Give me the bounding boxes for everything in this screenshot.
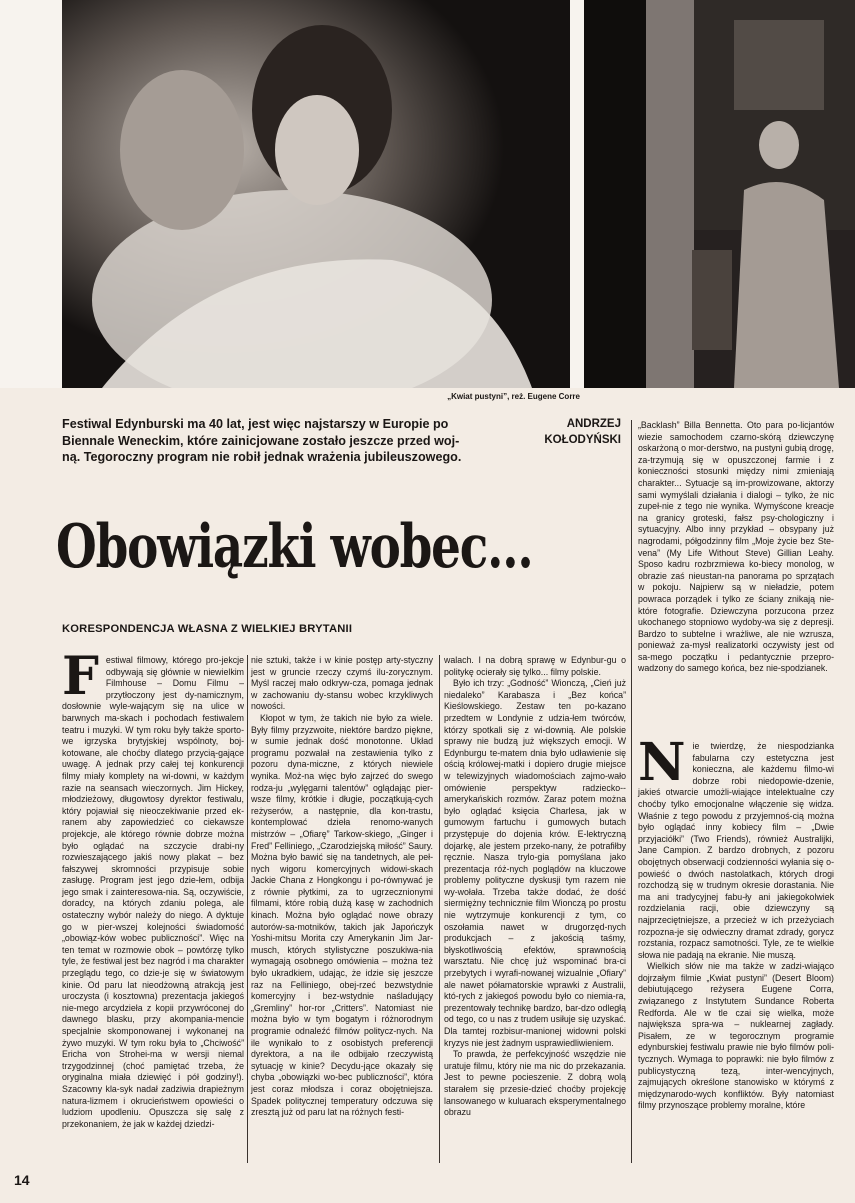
- film-still-photo-left: [62, 0, 570, 388]
- article-column-4-bottom: [638, 732, 834, 1112]
- paragraph: Było ich trzy: „Godność” Wionczą, „Cień już niedaleko” Karabasza i „Bez końca” Kieślowskiego. Zestaw ten po-kazano przedtem w Londynie z udzia-łem twórców, którzy spotkali się z wi-downią. Ale polskie sprawy nie budzą już większych emocji. W Edynburgu te-matem dnia było udławienie się ością królowej-matki i dopiero drugie miejsce w telewizyjnych wiadomościach zajmo-wało omówienie perspektyw radziecko--amerykańskich rozmów. Zaraz potem można było oglądać księcia Charlesa, jak w gumowym fartuchu i gumowych butach przystępuje do dojenia krów. E-lektryczną dojarkę, ale jestem przeko-nany, że potrafiłby ręcznie. Nasza trylo-gia pomyślana jako prezentacja róż-nych poglądów na kluczowe problemy polityczne dyskusji tym razem nie wy-wołała. Trzeba także dodać, że dość siermiężny technicznie film Wionczą po prostu nie wytrzymuje konkurencji z tym, co oszołamia nawet w drugorzęd-nych produkcjach – z jakością taśmy, błyskotliwością efektów, sprawnością warsztatu. Nie chcę już wspominać bra-ci przebytych i wyrafi-nowanej wizualnie „Ofiary” ale nawet półamatorskie wprawki z Australii, któ-rych z jakiegoś powodu było co niemia-ra, prezentowały technikę bardzo, bar-dzo odległą od tego, co u nas z trudem usiłuje się uzyskać. Dla tamtej rozbisur-manionej widowni polski kryzys nie jest żadnym usprawiedliwieniem.: [444, 678, 626, 1048]
- article-title: Obowiązki wobec...: [56, 512, 533, 582]
- article-column-3: [444, 655, 626, 1119]
- paragraph: „Backlash” Billa Bennetta. Oto para po-licjantów wiezie samochodem czarno-skórą dziewczynę oskarżoną o mor-derstwo, na pustyni gubią drogę, za-trzymują się w opuszczonej farmie i z konieczności stosunki między nimi zmieniają charakter... Sytuacje są im-prowizowane, aktorzy sami wymyślali działania i dialogi – tylko, że nic zupeł-nie z tego nie wynika. Wymyścone kreacje na granicy groteski, fałsz psy-chologiczny i sytuacyjny. Albo inny przykład – obsypany już nagrodami, półgodzinny film „Moje życie bez Ste-vena” (My Life Without Steve) Gillian Leahy. Sposo kadru rozbrzmiewa ko-biecy monolog, w obrazie zaś nieustan-na panorama po sprzątach w pokoju. Najpierw są w nieładzie, potem powraca porządek i tylko ze ściany znikają nie-które fotografie. Dziewczyna porzucona przez ukochanego stopniowo wydoby-wa się z depresji. Bardzo to subtelne i wrażliwe, ale nie wzrusza, ponieważ za-mysł realizatorki oczywisty jest od sa-mego początku i pedantycznie przepro-wadzony do samego końca, bez nie-spodzianek.: [638, 420, 834, 674]
- article-column-4-top: [638, 420, 834, 675]
- photo-gutter: [570, 0, 584, 388]
- column-rule: [247, 655, 248, 1163]
- article-column-1: [62, 646, 244, 1130]
- author-first-name: ANDRZEJ: [566, 418, 621, 430]
- film-still-photo-right: [584, 0, 855, 388]
- lead-line: Festiwal Edynburski ma 40 lat, jest więc najstarszy w Europie po: [62, 417, 449, 431]
- column-rule: [631, 420, 632, 1163]
- page-number: 14: [14, 1172, 30, 1188]
- page-margin-top-left: [0, 0, 62, 388]
- author-last-name: KOŁODYŃSKI: [544, 434, 621, 446]
- lead-paragraph: [62, 416, 462, 466]
- paragraph: To prawda, że perfekcyjność wszędzie nie uratuje filmu, który nie ma nic do przekazania. Jest to pewne pocieszenie. Z dobrą wolą starałem się przesie-dzieć choćby projekcję lansowanego w kuluarach eksperymentalnego obrazu: [444, 1049, 626, 1118]
- paragraph: Kłopot w tym, że takich nie było za wiele. Były filmy przyzwoite, niektóre bardzo piękne, w sumie jednak dość monotonne. Układ programu pozwalał na zestawienia tylko z pozoru dyna-miczne, z których niewiele wynika. Moż-na więc było zajrzeć do swego rodza-ju „wylęgarni talentów” oglądając pier-wsze filmy, krótkie i długie, początkują-cych reżyserów, a następnie, dla kon-trastu, kontemplować dzieła renomo-wanych mistrzów – „Ofiarę” Tarkow-skiego, „Ginger i Fred” Felliniego, „Czarodziejską miłość” Saury. Można było bawić się na tandetnych, ale peł-nych wigoru komercyjnych widowi-skach Jackie Chana z Hongkongu i po-równywać je z równie płytkimi, za to ugrzecznionymi filmami, które robią dużą kasę w zachodnich kinach. Można było oglądać nowe obrazy autorów-sa-motników, takich jak Japończyk Yoshi-mitsu Morita czy Amerykanin Jim Jar-musch, których stylistyczne poszukiwa-nia wymagają osobnego omówienia – można też było ukradkiem, udając, że idzie się jeszcze raz na Felliniego, obej-rzeć bezwstydnie komercyjny i bez-wstydnie naśladujący „Gremliny” hor-ror „Critters”. Natomiast nie można było w tym bogatym i różnorodnym programie odnaleźć filmów politycz-nych. Na ile wynikało to z osobistych preferencji dyrektora, a na ile odbijało rzeczywistą sytuację w kinie? Decydu-jące okazały się chyba „obowiązki wo-bec publiczności”, która jest coraz młodsza i coraz obojętniejsza. Spadek politycznej temperatury odczuwa się zresztą już od paru lat na różnych festi-: [251, 712, 433, 1118]
- lead-line: Biennale Weneckim, które zainicjowane zostało jeszcze przed woj-: [62, 433, 460, 448]
- column-rule: [439, 655, 440, 1163]
- paragraph: estiwal filmowy, którego pro-jekcje odbywają się głównie w niewielkim Filmhouse – Domu Filmu – przytłoczony jest dy-namicznym, dosłownie wyle-wającym się na ulice w barwnych ma-skach i pochodach festiwalem teatru i muzyki. W tym roku były także sporto-we igrzyska brytyjskiej wspólnoty, boj-kotowane, ale choćby dlatego przycią-gające uwagę. A jednak przy całej tej konkurencji filmy miały komplety na wi-downi, w każdym razie na seansach wieczornych. Jim Hickey, młodzieżowy, długowtosy dyrektor festiwalu, który pojawiał się nieoczekiwanie przed ek-ranem aby zapowiedzieć co ciekawsze projekcje, ale którego równie dobrze można było oglądać na szczycie drabi-ny rozwieszającego jakiś nowy plakat – bez fałszywej skromności przypisuje sobie zasługę. Program jest jego dzie-łem, odbija jego smak i zainteresowa-nia. Są, oczywiście, doradcy, na których zdaniu polega, ale ostateczny wybór należy do niego. A dyktuje go w pier-wszej kolejności świadomość „obowiąz-ków wobec publiczności”. Więc na ten temat w rozmowie obok – powtórzę tylko tyle, że festiwal jest bez nagród i ma charakter przeglądu tego, co dzie-je się w światowym kinie. Od paru lat nieodżowną atrakcją jest uroczysta (i kosztowna) prezentacja jakiegoś nie-mego arcydzieła z kopii przywróconej do dawnego blasku, przy akompania-mencie specjalnie skomponowanej i wykonanej na żywo muzyki. W tym roku była to „Chciwość” Ericha von Strohei-ma w wersji niemal trzygodzinnej (choć pamiętać trzeba, że oryginalna miała dziewięć i pół godziny!). Szacowny kla-syk nadał zadziwia drapieżnym natura-lizmem i okrucieństwem opowieści o ludziom upodleniu. Opuszcza się salę z przekonaniem, że jak w każdej dziedzi-: [62, 655, 244, 1129]
- article-column-2: [251, 655, 433, 1119]
- paragraph: nie sztuki, także i w kinie postęp arty-styczny jest w gruncie rzeczy czymś ilu-zorycznym. Myśl raczej mało odkryw-cza, pomaga jednak w zachowaniu dy-stansu wobec krzykliwych nowości.: [251, 655, 433, 712]
- drop-cap: F: [62, 646, 99, 707]
- paragraph: Wielkich słów nie ma także w zadzi-wiająco dojrzałym filmie „Kwiat pustyni” (Desert Bloom) debiutującego reżysera Eugene Corra, związanego z Instytutem Sundance Roberta Redforda. Ale w tle czai się wielka, może największa spra-wa – nuklearnej zagłady. Pisałem, ze w tegorocznym programie edynburskiej festiwalu prawie nie było filmów poli-tycznych. Wymaga to poprawki: nie było filmów z publicystyczną tezą, inter-wencyjnych, zajmujących określone stanowisko w którymś z międzynarodo-wych konfliktów. Były natomiast filmy przynoszące problemy moralne, które: [638, 961, 834, 1111]
- article-subtitle: KORESPONDENCJA WŁASNA Z WIELKIEJ BRYTANII: [62, 623, 353, 635]
- lead-line: ną. Tegoroczny program nie robił jednak wrażenia jubileuszowego.: [62, 450, 462, 464]
- paragraph: ie twierdzę, że niespodzianka fabularna czy estetyczna jest konieczna, ale każdemu filmo-wi dobrze robi niedopowie-dzenie, jakieś otwarcie umożli-wiające intelektualne czy choćby tylko emocjonalne włączenie się widza. Właśnie z tego powodu z przyjemnoś-cią można było oglądać inny kobiecy film – „Dwie przyjaciółki” (Two Friends), również Australijki, Jane Campion. Z bardzo drobnych, z pozoru obojętnych obserwacji codzienności wyłania się o-powieść o dwóch nastolatkach, których drogi rozchodzą się w trudnym okresie dorastania. Nie ma ani tradycyjnej fabu-ły ani jakiegokolwiek rozdzielania racji, obie dziewczyny są najprzeciętniejsze, a przecież w ich przeżyciach rozpozna-je się odwieczny dramat zdrady, gorycz rozstania, rozpacz samotności. Tyle, ze te wielkie słowa nie padają na ekranie. Nie muszą.: [638, 741, 834, 960]
- author-byline: [505, 416, 621, 448]
- paragraph: walach. I na dobrą sprawę w Edynbur-gu o politykę ocierały się tylko... filmy polskie.: [444, 655, 626, 677]
- drop-cap: N: [638, 732, 686, 793]
- photo-caption: „Kwiat pustyni”, reż. Eugene Corre: [447, 392, 580, 401]
